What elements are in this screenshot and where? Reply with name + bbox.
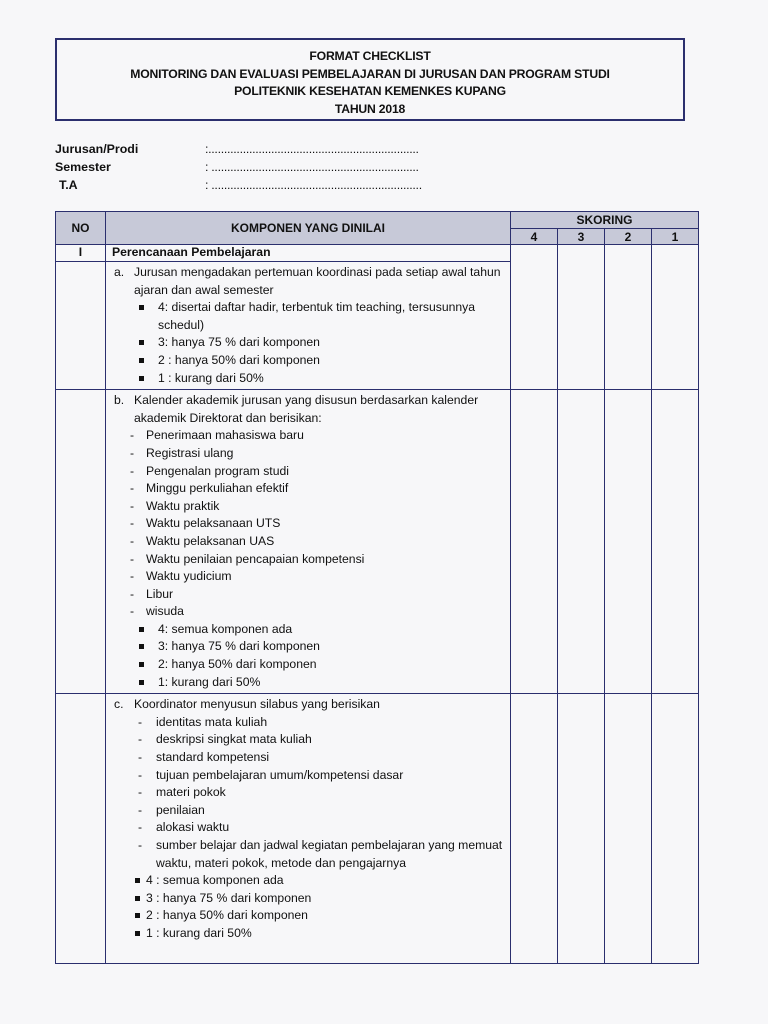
prodi-label: Jurusan/Prodi (55, 142, 139, 156)
semester-label: Semester (55, 160, 111, 174)
item-a-letter: a. (114, 265, 125, 279)
prodi-field[interactable]: :................................................................... (205, 142, 419, 156)
score-cell-c-1[interactable] (652, 694, 699, 964)
score-cell-b-3[interactable] (558, 390, 605, 694)
criteria-item: 2 : hanya 50% dari komponen (132, 907, 506, 925)
header-score: SKORING (511, 212, 699, 229)
item-c-text: Koordinator menyusun silabus yang berisikan (134, 697, 380, 712)
item-c-components (114, 714, 506, 872)
criteria-item: 3 : hanya 75 % dari komponen (132, 890, 506, 908)
component-item: - wisuda (130, 603, 506, 621)
score-cell-a-4[interactable] (511, 245, 558, 390)
component-item: - penilaian (138, 802, 506, 820)
criteria-item: 1 : kurang dari 50% (136, 370, 506, 388)
component-item: - tujuan pembelajaran umum/kompetensi dasar (138, 767, 506, 785)
component-item: - Waktu penilaian pencapaian kompetensi (130, 551, 506, 569)
component-item: - Waktu praktik (130, 498, 506, 516)
score-cell-c-2[interactable] (605, 694, 652, 964)
component-item: - identitas mata kuliah (138, 714, 506, 732)
score-level-4: 4 (511, 229, 558, 245)
criteria-item: 4: semua komponen ada (136, 621, 506, 639)
item-row-c (56, 694, 699, 964)
section-row (56, 245, 699, 262)
item-no-cell (56, 694, 106, 964)
item-c (106, 694, 511, 964)
score-cell-c-4[interactable] (511, 694, 558, 964)
item-b-letter: b. (114, 393, 125, 408)
score-cell-a-1[interactable] (652, 245, 699, 390)
criteria-item: 3: hanya 75 % dari komponen (136, 334, 506, 352)
component-item: - Waktu yudicium (130, 568, 506, 586)
component-item: - deskripsi singkat mata kuliah (138, 731, 506, 749)
item-a-criteria (114, 299, 506, 387)
title-line-3: POLITEKNIK KESEHATAN KEMENKES KUPANG (234, 84, 506, 98)
header-component: KOMPONEN YANG DINILAI (106, 212, 511, 245)
item-b-text: Kalender akademik jurusan yang disusun berdasarkan kalender akademik Direktorat dan berisikan: (134, 393, 479, 425)
ta-label: T.A (59, 178, 78, 192)
component-item: - Waktu pelaksanan UAS (130, 533, 506, 551)
header-no: NO (56, 212, 106, 245)
title-line-4: TAHUN 2018 (334, 101, 406, 116)
document-title-box (55, 38, 685, 121)
component-item: - Penerimaan mahasiswa baru (130, 427, 506, 445)
component-item: - Pengenalan program studi (130, 463, 506, 481)
score-cell-b-2[interactable] (605, 390, 652, 694)
section-number: I (56, 245, 106, 262)
meta-prodi-row (55, 140, 515, 158)
component-item: - Waktu pelaksanaan UTS (130, 515, 506, 533)
item-row-b (56, 390, 699, 694)
score-cell-b-4[interactable] (511, 390, 558, 694)
component-item: - standard kompetensi (138, 749, 506, 767)
meta-ta-row (55, 176, 515, 194)
item-no-cell (56, 390, 106, 694)
score-level-2: 2 (605, 229, 652, 245)
component-item: - sumber belajar dan jadwal kegiatan pembelajaran yang memuat waktu, materi pokok, metode dan pengajarnya (138, 837, 506, 872)
title-line-1: FORMAT CHECKLIST (309, 49, 431, 63)
item-a (106, 262, 511, 390)
meta-semester-row (55, 158, 515, 176)
score-level-1: 1 (652, 229, 699, 245)
checklist-table (55, 211, 699, 964)
score-cell-c-3[interactable] (558, 694, 605, 964)
score-cell-a-2[interactable] (605, 245, 652, 390)
component-item: - materi pokok (138, 784, 506, 802)
item-b-components (114, 427, 506, 621)
score-cell-b-1[interactable] (652, 390, 699, 694)
criteria-item: 1 : kurang dari 50% (132, 925, 506, 943)
criteria-item: 2 : hanya 50% dari komponen (136, 352, 506, 370)
item-a-text: Jurusan mengadakan pertemuan koordinasi pada setiap awal tahun ajaran dan awal semester (134, 265, 501, 297)
criteria-item: 2: hanya 50% dari komponen (136, 656, 506, 674)
title-line-2: MONITORING DAN EVALUASI PEMBELAJARAN DI JURUSAN DAN PROGRAM STUDI (130, 66, 610, 81)
section-title: Perencanaan Pembelajaran (106, 245, 511, 262)
item-c-criteria (114, 872, 506, 942)
item-c-letter: c. (114, 697, 124, 712)
component-item: - Minggu perkuliahan efektif (130, 480, 506, 498)
ta-field[interactable]: : ................................................................... (205, 178, 422, 192)
criteria-item: 1: kurang dari 50% (136, 674, 506, 692)
score-cell-a-3[interactable] (558, 245, 605, 390)
item-b (106, 390, 511, 694)
score-level-3: 3 (558, 229, 605, 245)
component-item: - Libur (130, 586, 506, 604)
semester-field[interactable]: : .................................................................. (205, 160, 419, 174)
item-no-cell (56, 262, 106, 390)
criteria-item: 4: disertai daftar hadir, terbentuk tim teaching, tersusunnya schedul) (136, 299, 506, 334)
component-item: - Registrasi ulang (130, 445, 506, 463)
item-b-criteria (114, 621, 506, 691)
criteria-item: 4 : semua komponen ada (132, 872, 506, 890)
criteria-item: 3: hanya 75 % dari komponen (136, 638, 506, 656)
component-item: - alokasi waktu (138, 819, 506, 837)
form-meta-fields (55, 140, 515, 194)
